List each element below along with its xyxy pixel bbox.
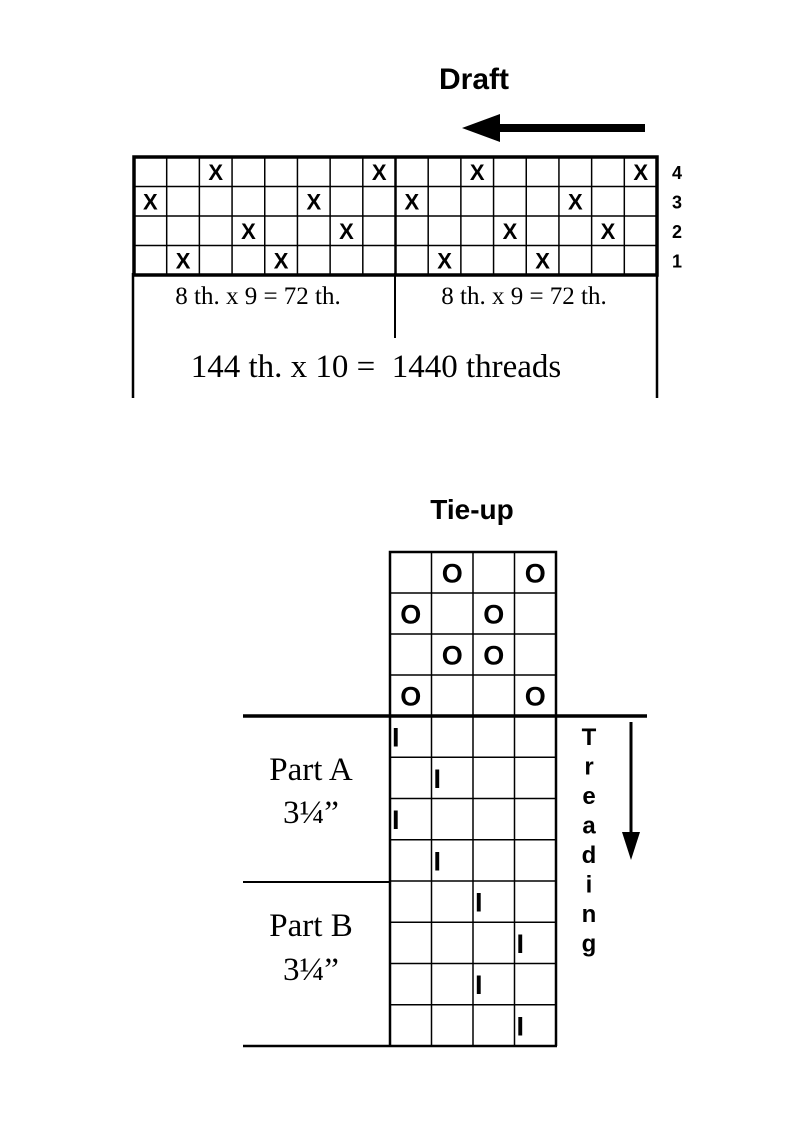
threading-mark: X: [273, 248, 289, 274]
treadling-label-letter: T: [581, 724, 597, 751]
threading-mark: X: [208, 159, 224, 185]
shaft-label: 3: [671, 192, 683, 213]
tieup-mark: O: [441, 558, 463, 589]
threading-mark: X: [404, 189, 420, 215]
treadling-mark: I: [433, 846, 442, 877]
treadling-mark: I: [474, 887, 483, 918]
draft-direction-arrow: [462, 114, 645, 142]
repeat-label-left: 8 th. x 9 = 72 th.: [175, 283, 341, 310]
draft-title: Draft: [438, 63, 510, 96]
threading-mark: X: [567, 189, 583, 215]
treadling-mark: I: [516, 928, 525, 959]
treadling-mark: I: [433, 763, 442, 794]
treadling-label-letter: d: [581, 842, 597, 869]
treadling-mark: I: [474, 970, 483, 1001]
treadling-label-letter: e: [582, 783, 596, 810]
threading-mark: X: [535, 248, 550, 274]
tieup-mark: O: [483, 599, 505, 630]
treadling-direction-arrow: [622, 722, 640, 860]
tieup-mark: O: [400, 681, 422, 712]
threading-mark: X: [339, 218, 354, 244]
part-a-size: 3¼”: [283, 795, 339, 831]
treadling-mark: I: [516, 1011, 525, 1042]
treadling-mark: I: [391, 805, 400, 836]
tieup-mark: O: [400, 599, 422, 630]
treadling-mark: I: [391, 722, 400, 753]
threading-mark: X: [306, 189, 322, 215]
threading-mark: X: [143, 189, 158, 215]
shaft-label: 4: [671, 162, 683, 183]
tieup-title: Tie-up: [430, 494, 514, 525]
treadling-label-letter: a: [582, 812, 596, 840]
repeat-label-right: 8 th. x 9 = 72 th.: [441, 283, 607, 310]
treadling-label-letter: n: [581, 901, 597, 928]
treadling-label-letter: g: [581, 930, 597, 958]
treadling-label-letter: r: [584, 753, 594, 781]
tieup-mark: O: [524, 558, 546, 589]
treadling-marks: [392, 723, 524, 1042]
part-b-size: 3¼”: [283, 952, 339, 988]
part-b-name: Part B: [269, 908, 353, 944]
shaft-label: 1: [671, 251, 683, 272]
threading-mark: X: [371, 159, 387, 185]
treadling-label: [582, 724, 597, 958]
threading-mark: X: [469, 159, 485, 185]
shaft-labels: [672, 163, 682, 272]
treadling-grid: [390, 716, 556, 1046]
part-a-name: Part A: [269, 752, 353, 788]
threading-mark: X: [175, 248, 191, 274]
threading-mark: X: [600, 218, 616, 244]
tieup-mark: O: [483, 640, 505, 671]
shaft-label: 2: [671, 221, 683, 242]
threading-mark: X: [437, 248, 452, 274]
tieup-mark: O: [524, 681, 546, 712]
threading-mark: X: [241, 218, 256, 244]
threading-mark: X: [633, 159, 648, 185]
treadling-label-letter: i: [585, 871, 593, 899]
threading-mark: X: [502, 218, 518, 244]
total-threads-label: 144 th. x 10 = 1440 threads: [190, 349, 562, 385]
tieup-mark: O: [441, 640, 463, 671]
